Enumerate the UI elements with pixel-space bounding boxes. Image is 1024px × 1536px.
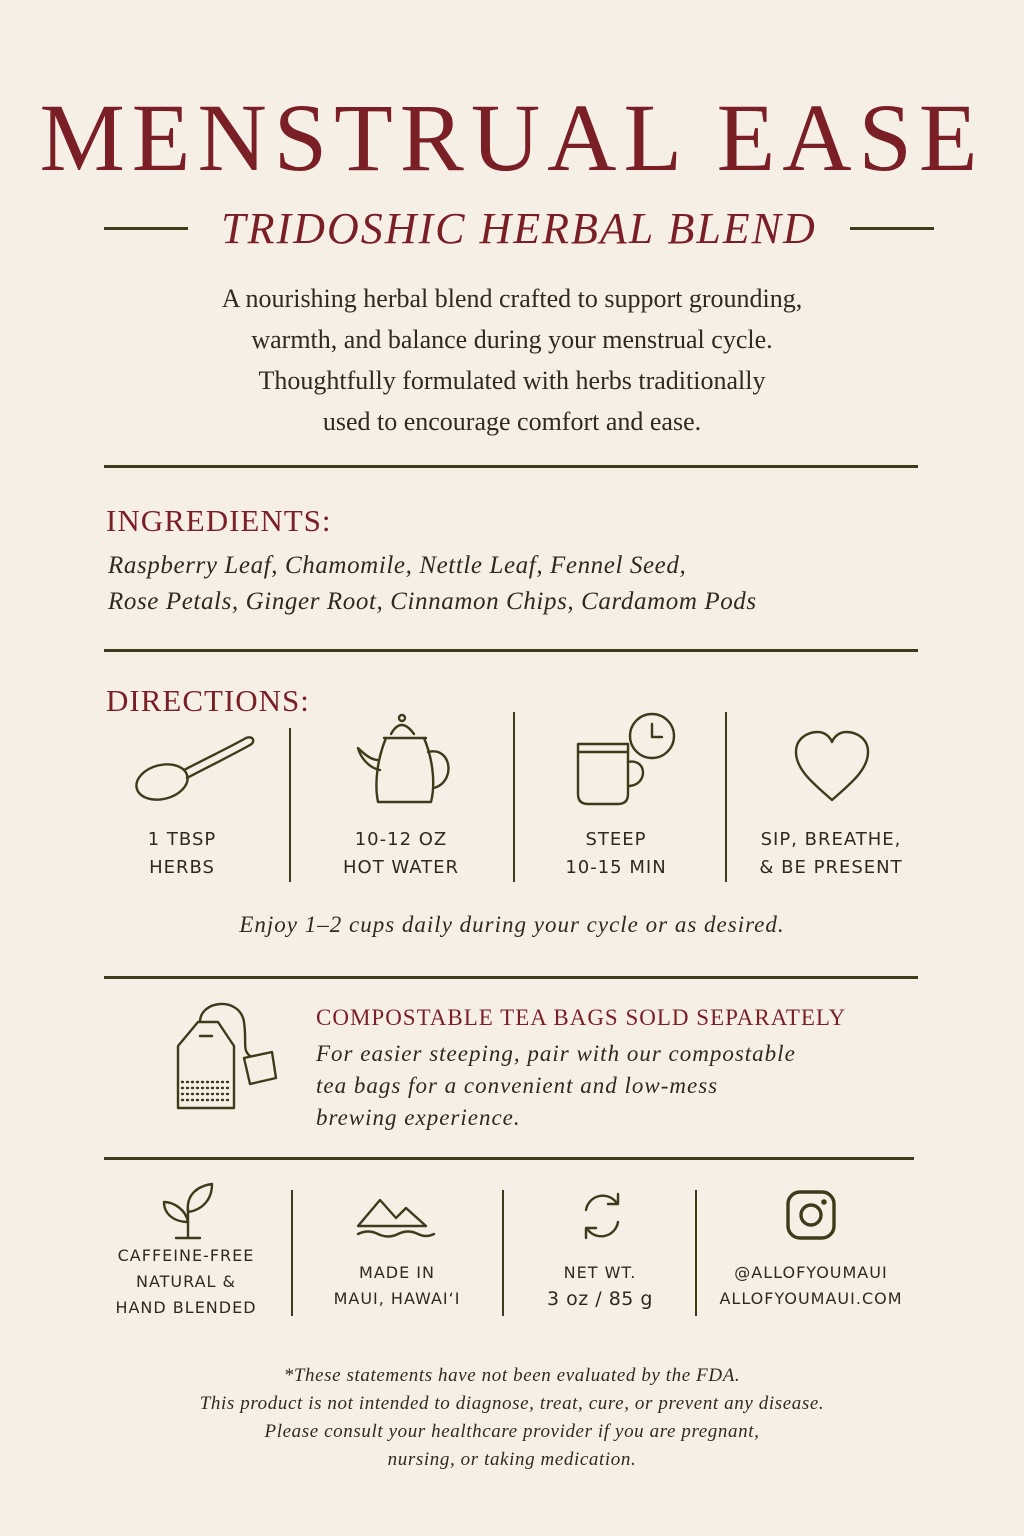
divider xyxy=(104,1157,914,1160)
step-divider xyxy=(289,728,291,882)
ingredients-heading: INGREDIENTS: xyxy=(106,503,332,538)
step-line: 10-12 OZ xyxy=(354,829,448,850)
step-line: 10-15 MIN xyxy=(565,857,667,878)
badge-line: CAFFEINE-FREE xyxy=(117,1246,255,1265)
ingredients-line: Raspberry Leaf, Chamomile, Nettle Leaf, Fennel Seed, xyxy=(108,552,687,579)
divider xyxy=(104,976,918,979)
fda-disclaimer xyxy=(112,1362,912,1474)
intro-line: A nourishing herbal blend crafted to support grounding, xyxy=(221,284,803,313)
step-line: HERBS xyxy=(149,857,215,878)
recycle-icon xyxy=(578,1190,626,1242)
sprout-icon xyxy=(160,1182,216,1240)
disclaimer-line: *These statements have not been evaluated by the FDA. xyxy=(283,1365,741,1386)
badge-line: HAND BLENDED xyxy=(115,1298,257,1317)
step-line: HOT WATER xyxy=(342,857,460,878)
ingredients-list xyxy=(108,548,928,620)
badge-made-in xyxy=(310,1260,484,1312)
badge-divider xyxy=(502,1190,504,1316)
badge-line: MAUI, HAWAI‘I xyxy=(333,1289,461,1308)
step-steep xyxy=(526,826,706,882)
step-water xyxy=(306,826,496,882)
tea-bag-icon xyxy=(172,1000,278,1114)
intro-line: Thoughtfully formulated with herbs traditionally xyxy=(258,366,766,395)
compost-line: For easier steeping, pair with our compostable xyxy=(316,1041,796,1066)
ingredients-line: Rose Petals, Ginger Root, Cinnamon Chips, Cardamom Pods xyxy=(108,588,757,615)
compost-text xyxy=(316,1038,856,1134)
instagram-icon xyxy=(786,1190,836,1240)
badge-caffeine-free xyxy=(96,1243,276,1321)
step-line: STEEP xyxy=(585,829,647,850)
badge-line: 3 oz / 85 g xyxy=(547,1288,653,1310)
compost-heading: COMPOSTABLE TEA BAGS SOLD SEPARATELY xyxy=(316,1005,847,1030)
step-line: 1 TBSP xyxy=(147,829,217,850)
intro-line: used to encourage comfort and ease. xyxy=(322,407,702,436)
teapot-icon xyxy=(356,712,456,808)
disclaimer-line: This product is not intended to diagnose, treat, cure, or prevent any disease. xyxy=(199,1393,825,1414)
heart-icon xyxy=(794,730,870,802)
step-line: SIP, BREATHE, xyxy=(760,829,902,850)
mountains-icon xyxy=(356,1196,436,1240)
badge-social xyxy=(704,1260,918,1312)
badge-line: ALLOFYOUMAUI.COM xyxy=(719,1289,903,1308)
mug-clock-icon xyxy=(574,712,678,808)
step-scoop xyxy=(92,826,272,882)
badge-divider xyxy=(695,1190,697,1316)
subtitle-right-dash xyxy=(850,227,934,230)
compost-line: brewing experience. xyxy=(316,1105,521,1130)
badge-net-weight xyxy=(520,1260,680,1312)
subtitle-left-dash xyxy=(104,227,188,230)
subtitle-row xyxy=(104,202,934,254)
spoon-icon xyxy=(132,732,256,806)
product-subtitle: TRIDOSHIC HERBAL BLEND xyxy=(221,203,817,253)
disclaimer-line: nursing, or taking medication. xyxy=(387,1449,637,1470)
badge-line: NATURAL & xyxy=(135,1272,237,1291)
step-divider xyxy=(725,712,727,882)
step-line: & BE PRESENT xyxy=(759,857,903,878)
badge-line: MADE IN xyxy=(359,1263,435,1282)
badge-line: @ALLOFYOUMAUI xyxy=(734,1263,888,1282)
product-title: MENSTRUAL EASE xyxy=(39,84,985,191)
divider xyxy=(104,649,918,652)
step-divider xyxy=(513,712,515,882)
directions-heading: DIRECTIONS: xyxy=(106,683,310,718)
directions-note: Enjoy 1–2 cups daily during your cycle or as desired. xyxy=(239,912,785,937)
intro-text xyxy=(112,278,912,442)
badge-divider xyxy=(291,1190,293,1316)
intro-line: warmth, and balance during your menstrual cycle. xyxy=(251,325,773,354)
divider xyxy=(104,465,918,468)
step-sip xyxy=(736,826,926,882)
disclaimer-line: Please consult your healthcare provider if you are pregnant, xyxy=(264,1421,760,1442)
badge-line: NET WT. xyxy=(563,1263,637,1282)
compost-line: tea bags for a convenient and low-mess xyxy=(316,1073,719,1098)
